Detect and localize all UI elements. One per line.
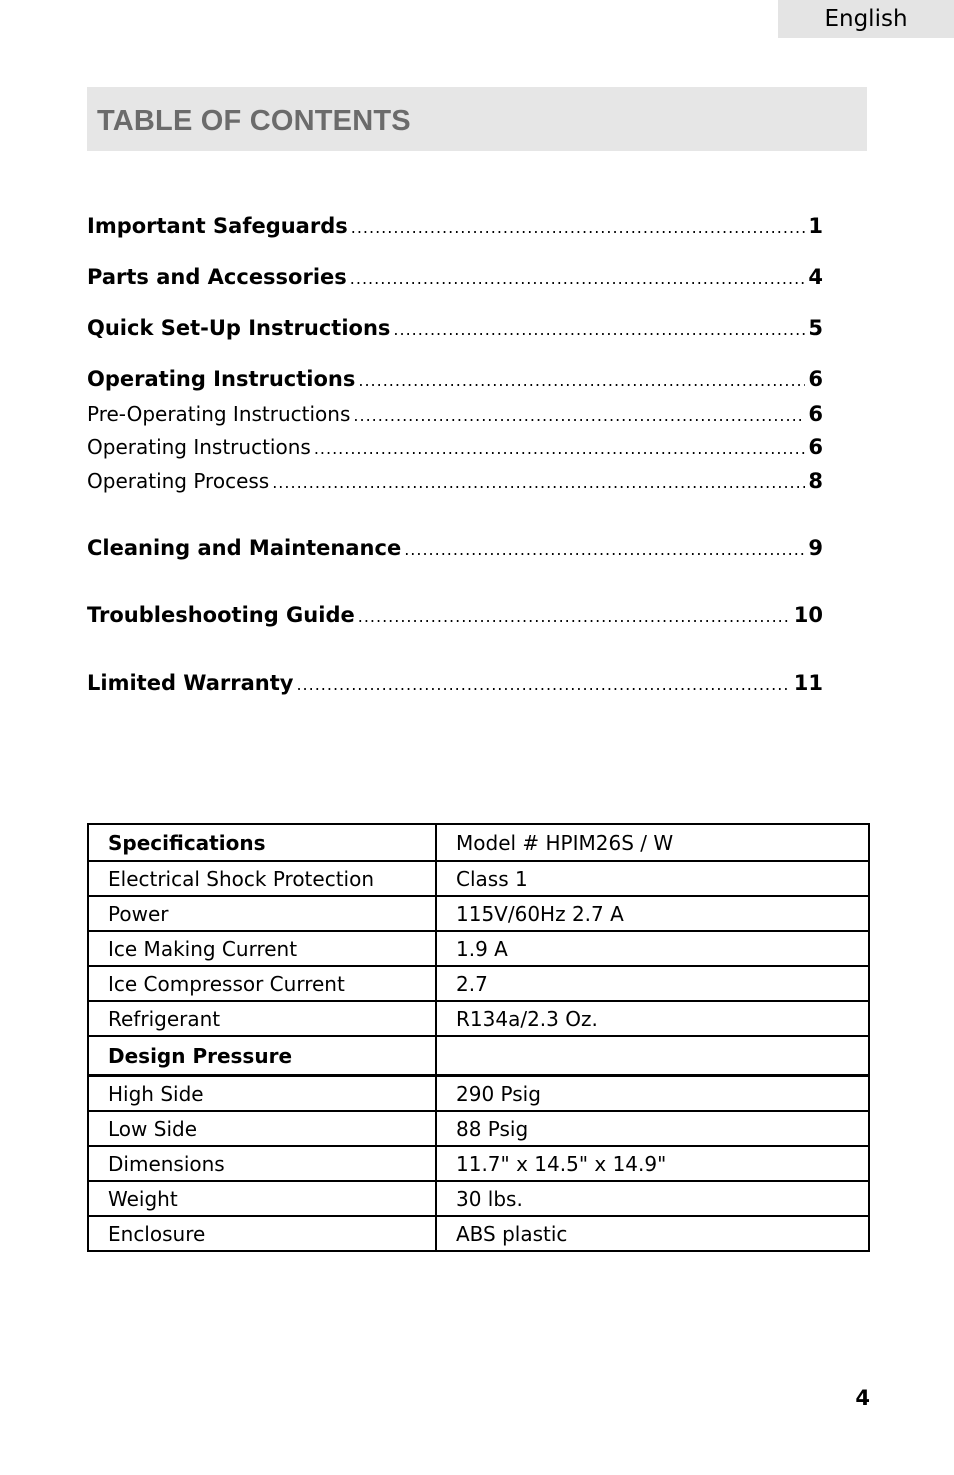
spec-label: Dimensions (88, 1146, 436, 1181)
spec-value: 2.7 (436, 966, 869, 1001)
spec-header-row (88, 824, 869, 861)
toc-entry-label: Operating Instructions (87, 367, 356, 391)
toc-subentry[interactable] (87, 469, 823, 493)
spec-label: Ice Compressor Current (88, 966, 436, 1001)
toc-entry[interactable] (87, 214, 823, 238)
toc-leader-dots (272, 473, 805, 492)
spec-value: R134a/2.3 Oz. (436, 1001, 869, 1036)
toc-subentry-label: Operating Instructions (87, 435, 311, 459)
page-number: 4 (855, 1386, 870, 1410)
toc-subentry[interactable] (87, 435, 823, 459)
toc-subentry[interactable] (87, 402, 823, 426)
spec-row (88, 1216, 869, 1251)
toc-entry[interactable] (87, 603, 823, 627)
toc-leader-dots (350, 269, 806, 288)
spec-value: Class 1 (436, 861, 869, 896)
toc-leader-dots (404, 540, 805, 559)
spec-label: Ice Making Current (88, 931, 436, 966)
spec-label: High Side (88, 1076, 436, 1112)
toc-leader-dots (358, 371, 805, 390)
toc-entry-page: 1 (808, 214, 823, 238)
toc-subentry-page: 6 (808, 402, 823, 426)
toc-entry-page: 4 (808, 265, 823, 289)
language-tab: English (778, 0, 954, 38)
toc-entry[interactable] (87, 367, 823, 391)
spec-row (88, 1111, 869, 1146)
spec-label: Enclosure (88, 1216, 436, 1251)
toc-subentry-label: Pre-Operating Instructions (87, 402, 351, 426)
toc-entry-label: Cleaning and Maintenance (87, 536, 402, 560)
spec-label: Electrical Shock Protection (88, 861, 436, 896)
toc-entry-page: 10 (793, 603, 823, 627)
spec-row (88, 1181, 869, 1216)
toc-header (87, 87, 867, 151)
toc-entry-page: 6 (808, 367, 823, 391)
spec-header-model: Model # HPIM26S / W (436, 824, 869, 861)
toc-leader-dots (296, 675, 790, 694)
spec-value: 30 lbs. (436, 1181, 869, 1216)
spec-value (436, 1036, 869, 1076)
toc-entry[interactable] (87, 536, 823, 560)
toc-leader-dots (353, 406, 805, 425)
toc-entry-label: Troubleshooting Guide (87, 603, 355, 627)
spec-label: Weight (88, 1181, 436, 1216)
spec-row (88, 1076, 869, 1112)
spec-section-label: Design Pressure (88, 1036, 436, 1076)
toc-entry[interactable] (87, 316, 823, 340)
spec-row (88, 1001, 869, 1036)
toc-subentry-page: 6 (808, 435, 823, 459)
toc-entry-page: 9 (808, 536, 823, 560)
spec-header-label: Specifications (88, 824, 436, 861)
toc-leader-dots (314, 439, 806, 458)
spec-row (88, 896, 869, 931)
toc-entry-label: Important Safeguards (87, 214, 348, 238)
spec-section-row (88, 1036, 869, 1076)
toc-leader-dots (393, 320, 805, 339)
spec-value: 1.9 A (436, 931, 869, 966)
spec-label: Refrigerant (88, 1001, 436, 1036)
toc-entry[interactable] (87, 265, 823, 289)
toc-entry-page: 5 (808, 316, 823, 340)
spec-row (88, 861, 869, 896)
spec-row (88, 931, 869, 966)
spec-value: 290 Psig (436, 1076, 869, 1112)
toc-subentry-label: Operating Process (87, 469, 270, 493)
spec-row (88, 1146, 869, 1181)
spec-value: 88 Psig (436, 1111, 869, 1146)
spec-row (88, 966, 869, 1001)
spec-label: Power (88, 896, 436, 931)
toc-entry-page: 11 (793, 671, 823, 695)
toc-subentry-page: 8 (808, 469, 823, 493)
toc-entry-label: Parts and Accessories (87, 265, 347, 289)
spec-value: 115V/60Hz 2.7 A (436, 896, 869, 931)
toc-entry[interactable] (87, 671, 823, 695)
specifications-table (87, 823, 870, 1252)
toc-entry-label: Limited Warranty (87, 671, 294, 695)
spec-label: Low Side (88, 1111, 436, 1146)
toc-leader-dots (358, 607, 791, 626)
spec-value: 11.7" x 14.5" x 14.9" (436, 1146, 869, 1181)
toc-entry-label: Quick Set-Up Instructions (87, 316, 391, 340)
toc-title: TABLE OF CONTENTS (97, 105, 411, 137)
spec-value: ABS plastic (436, 1216, 869, 1251)
toc-leader-dots (351, 218, 806, 237)
